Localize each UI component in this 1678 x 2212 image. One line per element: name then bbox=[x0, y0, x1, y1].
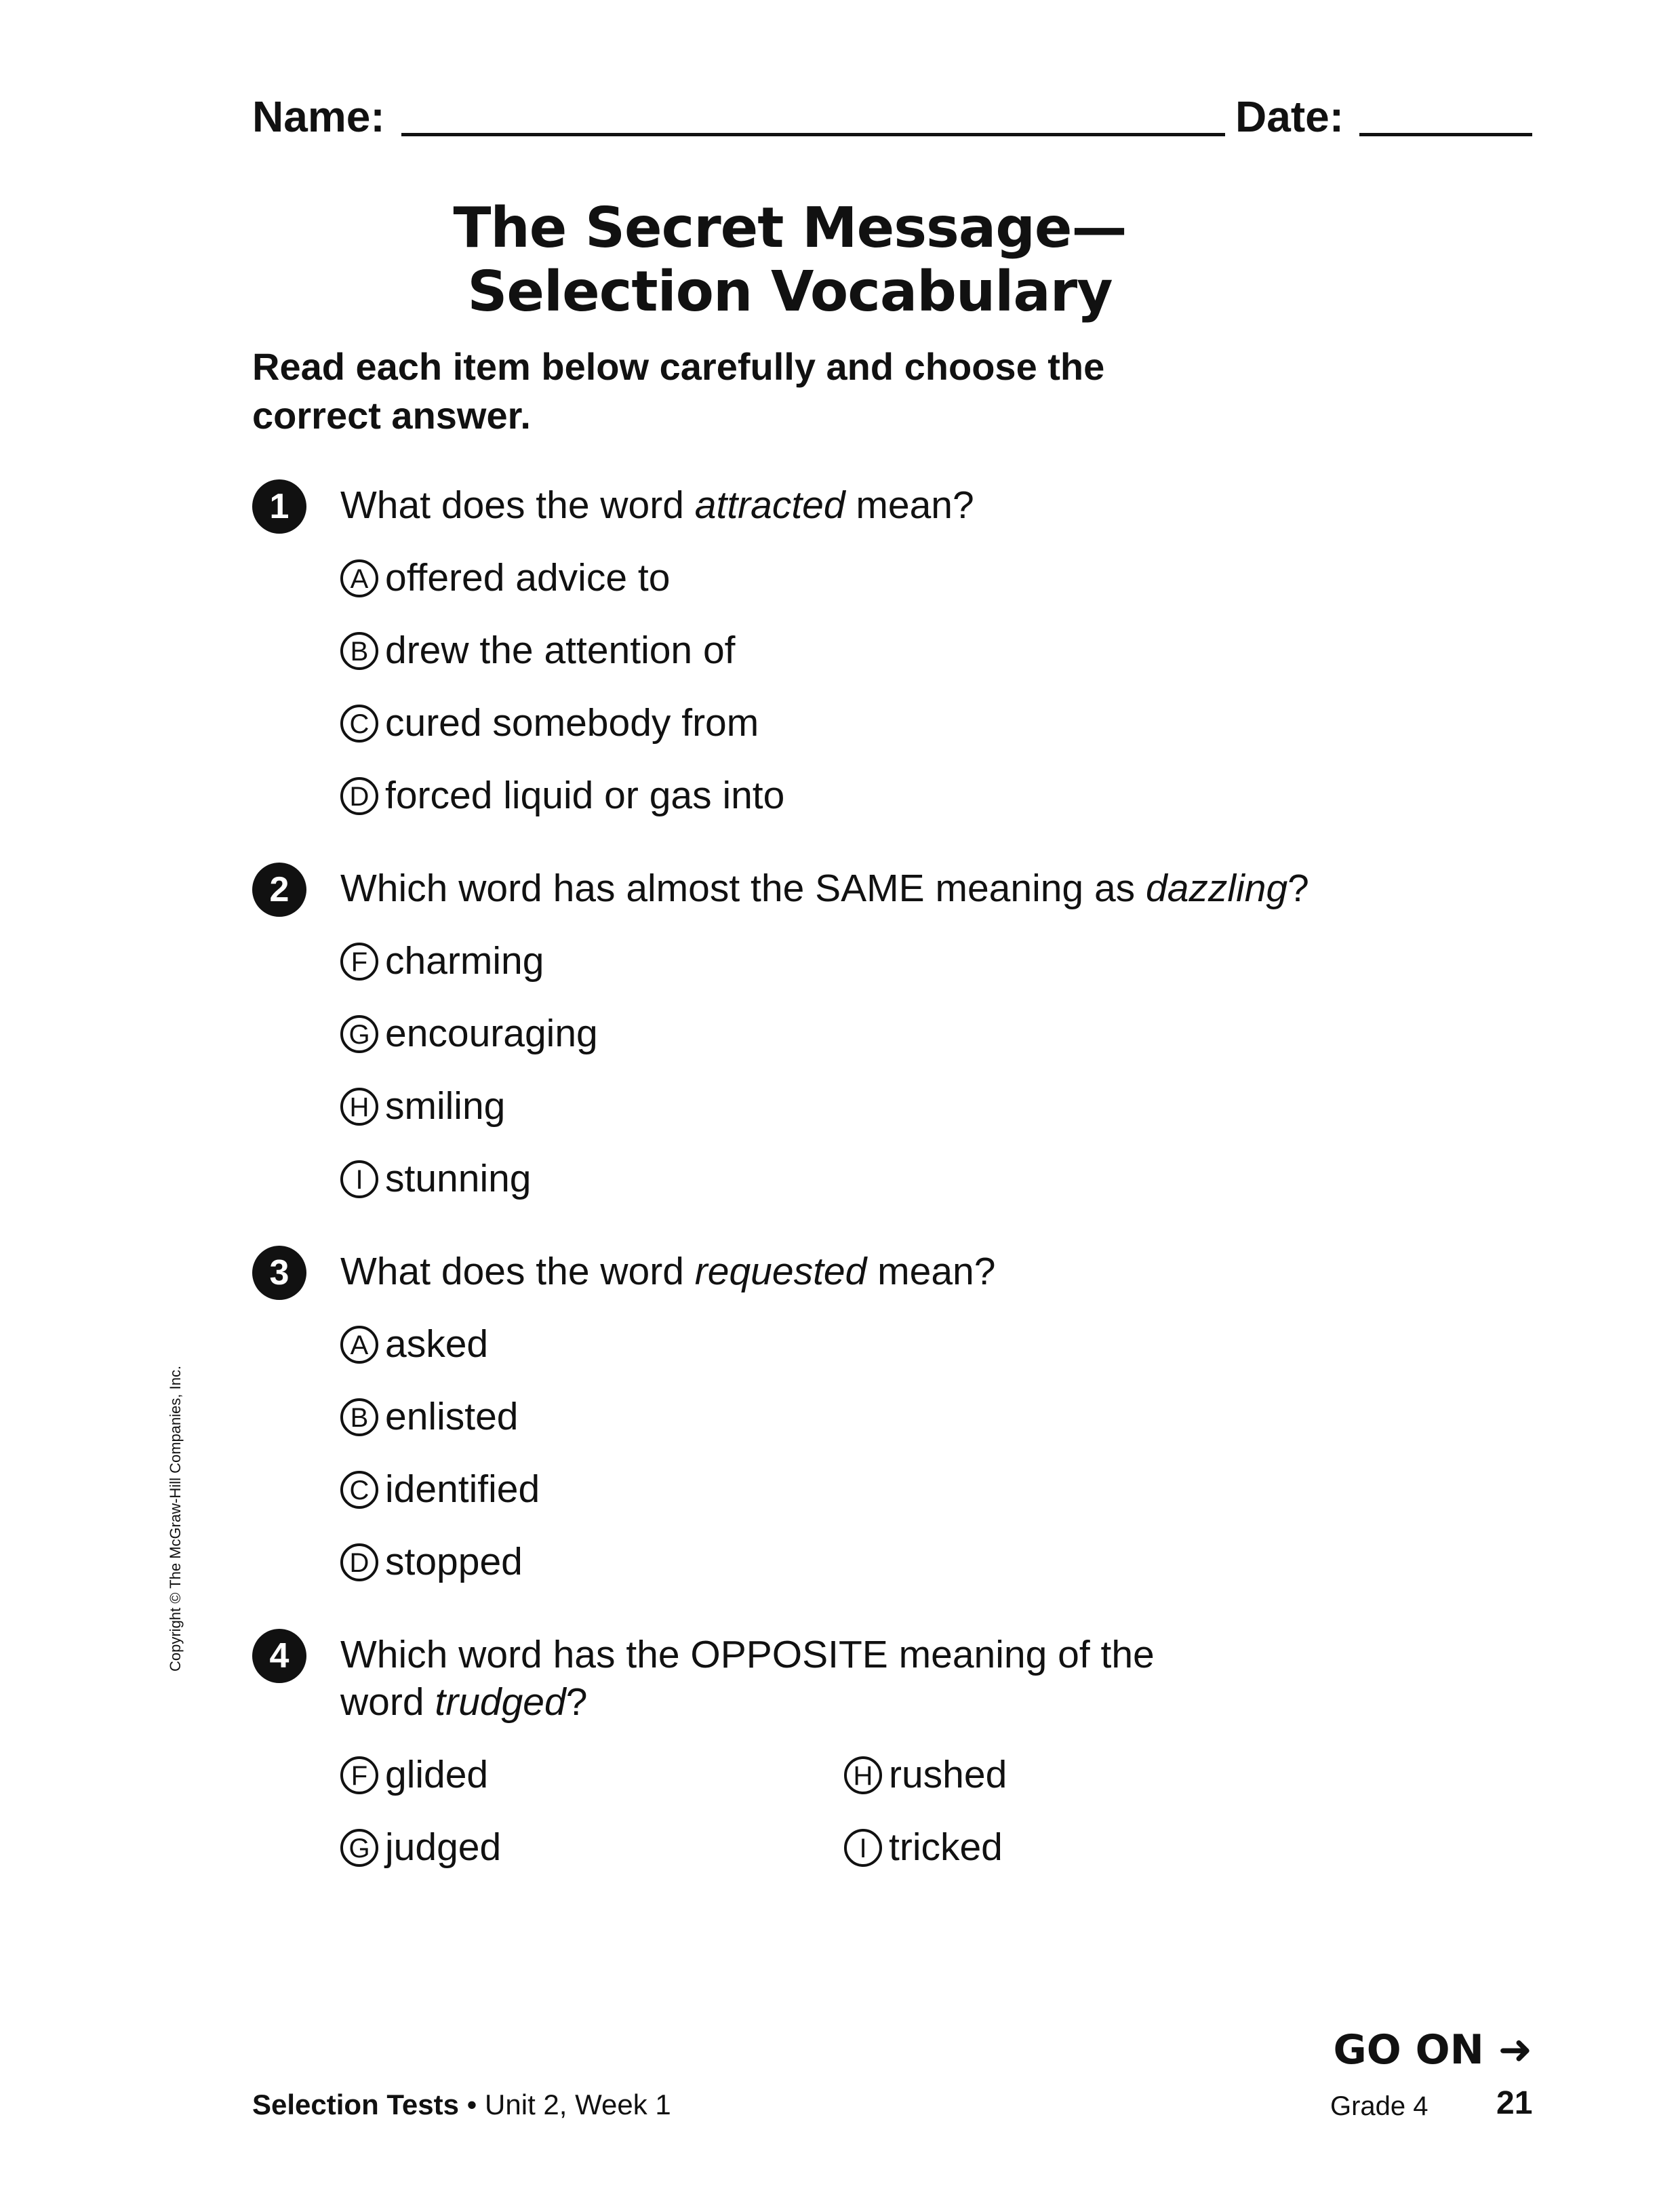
answer-bubble[interactable]: C bbox=[340, 1471, 378, 1509]
answer-bubble[interactable]: D bbox=[340, 1543, 378, 1581]
option-1a[interactable]: A offered advice to bbox=[340, 554, 670, 601]
option-4i[interactable]: I tricked bbox=[844, 1823, 1003, 1871]
go-on-label: GO ON ➜ bbox=[1333, 2026, 1532, 2074]
title-line-2: Selection Vocabulary bbox=[467, 260, 1113, 324]
option-3a[interactable]: A asked bbox=[340, 1320, 488, 1368]
date-field[interactable] bbox=[1359, 133, 1532, 136]
option-1b[interactable]: B drew the attention of bbox=[340, 627, 736, 674]
answer-bubble[interactable]: A bbox=[340, 559, 378, 597]
option-2h[interactable]: H smiling bbox=[340, 1082, 505, 1130]
question-number-3: 3 bbox=[252, 1246, 306, 1300]
date-label: Date: bbox=[1235, 92, 1344, 141]
answer-bubble[interactable]: G bbox=[340, 1015, 378, 1053]
option-3b[interactable]: B enlisted bbox=[340, 1393, 518, 1440]
answer-bubble[interactable]: A bbox=[340, 1326, 378, 1364]
answer-bubble[interactable]: G bbox=[340, 1829, 378, 1867]
question-text-3: What does the word requested mean? bbox=[340, 1250, 996, 1293]
keyword-3: requested bbox=[694, 1250, 867, 1293]
question-number-4: 4 bbox=[252, 1629, 306, 1683]
option-1d[interactable]: D forced liquid or gas into bbox=[340, 772, 784, 819]
answer-bubble[interactable]: C bbox=[340, 705, 378, 743]
option-2i[interactable]: I stunning bbox=[340, 1155, 532, 1202]
page-number: 21 bbox=[1496, 2085, 1533, 2121]
instructions: Read each item below carefully and choose the correct answer. bbox=[252, 345, 1105, 437]
answer-bubble[interactable]: H bbox=[340, 1088, 378, 1126]
question-text-4: Which word has the OPPOSITE meaning of the word trudged? bbox=[340, 1633, 1155, 1724]
option-2g[interactable]: G encouraging bbox=[340, 1010, 598, 1057]
answer-bubble[interactable]: B bbox=[340, 632, 378, 670]
option-3c[interactable]: C identified bbox=[340, 1465, 540, 1513]
page-title bbox=[0, 197, 1580, 324]
title-line-1: The Secret Message— bbox=[453, 196, 1127, 260]
name-label: Name: bbox=[252, 92, 385, 141]
name-field[interactable] bbox=[401, 133, 1225, 136]
question-number-2: 2 bbox=[252, 863, 306, 917]
option-2f[interactable]: F charming bbox=[340, 937, 544, 985]
option-3d[interactable]: D stopped bbox=[340, 1538, 523, 1585]
answer-bubble[interactable]: H bbox=[844, 1756, 882, 1794]
keyword-2: dazzling bbox=[1146, 867, 1288, 910]
option-4g[interactable]: G judged bbox=[340, 1823, 501, 1871]
answer-bubble[interactable]: F bbox=[340, 943, 378, 981]
question-number-1: 1 bbox=[252, 479, 306, 534]
footer-grade: Grade 4 bbox=[1330, 2091, 1429, 2121]
question-text-2: Which word has almost the SAME meaning as dazzling? bbox=[340, 867, 1309, 910]
question-text-1: What does the word attracted mean? bbox=[340, 483, 974, 527]
answer-bubble[interactable]: B bbox=[340, 1398, 378, 1436]
answer-bubble[interactable]: D bbox=[340, 777, 378, 815]
answer-bubble[interactable]: I bbox=[844, 1829, 882, 1867]
answer-bubble[interactable]: F bbox=[340, 1756, 378, 1794]
keyword-4: trudged bbox=[435, 1680, 566, 1724]
option-4h[interactable]: H rushed bbox=[844, 1751, 1007, 1798]
option-1c[interactable]: C cured somebody from bbox=[340, 699, 759, 747]
keyword-1: attracted bbox=[694, 483, 845, 527]
option-4f[interactable]: F glided bbox=[340, 1751, 488, 1798]
copyright-notice: Copyright © The McGraw-Hill Companies, Inc. bbox=[167, 1365, 184, 1672]
footer-series: Selection Tests • Unit 2, Week 1 bbox=[252, 2089, 671, 2120]
answer-bubble[interactable]: I bbox=[340, 1160, 378, 1198]
